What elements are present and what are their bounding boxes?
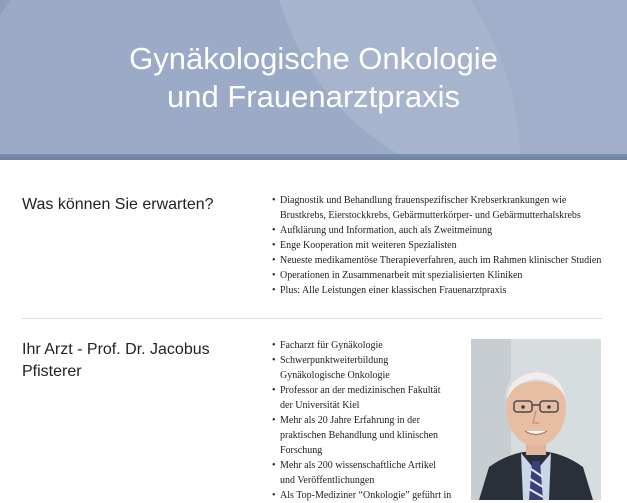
page-title-line-1: Gynäkologische Onkologie [129,41,498,76]
list-item-continuation: der Universität Kiel [280,400,360,411]
list-item-continuation: Gynäkologische Onkologie [280,370,390,381]
list-item: • Mehr als 20 Jahre Erfahrung in der [272,413,462,428]
list-item-continuation: praktischen Behandlung und klinischen [280,430,439,441]
page-title [0,40,627,116]
section-heading-expectations: Was können Sie erwarten? [22,196,214,213]
list-item: • Plus: Alle Leistungen einer klassischen Frauenarztpraxis [272,283,612,298]
list-item: • Diagnostik und Behandlung frauenspezifischer Krebserkrankungen wie [272,193,612,208]
page-title-line-2: und Frauenarztpraxis [167,79,460,114]
list-item: • Schwerpunktweiterbildung [272,353,462,368]
section-divider [22,318,602,319]
doctor-heading-line-2: Pfisterer [22,363,82,380]
list-item-continuation: und Veröffentlichungen [280,475,375,486]
expectations-list [272,193,612,298]
doctor-credentials-list [272,338,462,503]
list-item: • Enge Kooperation mit weiteren Spezialisten [272,238,612,253]
list-item: • Operationen in Zusammenarbeit mit spezialisierten Kliniken [272,268,612,283]
hero-banner [0,0,627,160]
list-item: • Facharzt für Gynäkologie [272,338,462,353]
list-item: • Als Top-Mediziner “Onkologie” geführt in [272,488,462,503]
list-item: • Aufklärung und Information, auch als Zweitmeinung [272,223,612,238]
hero-bottom-edge [0,154,627,160]
section-heading-doctor [22,339,210,383]
doctor-portrait [471,339,601,500]
list-item-continuation: Brustkrebs, Eierstockkrebs, Gebärmutterkörper- und Gebärmutterhalskrebs [280,210,581,221]
list-item: • Professor an der medizinischen Fakultät [272,383,462,398]
list-item-continuation: Forschung [280,445,323,456]
doctor-portrait-illustration [471,339,601,500]
list-item: • Neueste medikamentöse Therapieverfahren, auch im Rahmen klinischer Studien [272,253,612,268]
doctor-heading-line-1: Ihr Arzt - Prof. Dr. Jacobus [22,341,210,358]
list-item: • Mehr als 200 wissenschaftliche Artikel [272,458,462,473]
